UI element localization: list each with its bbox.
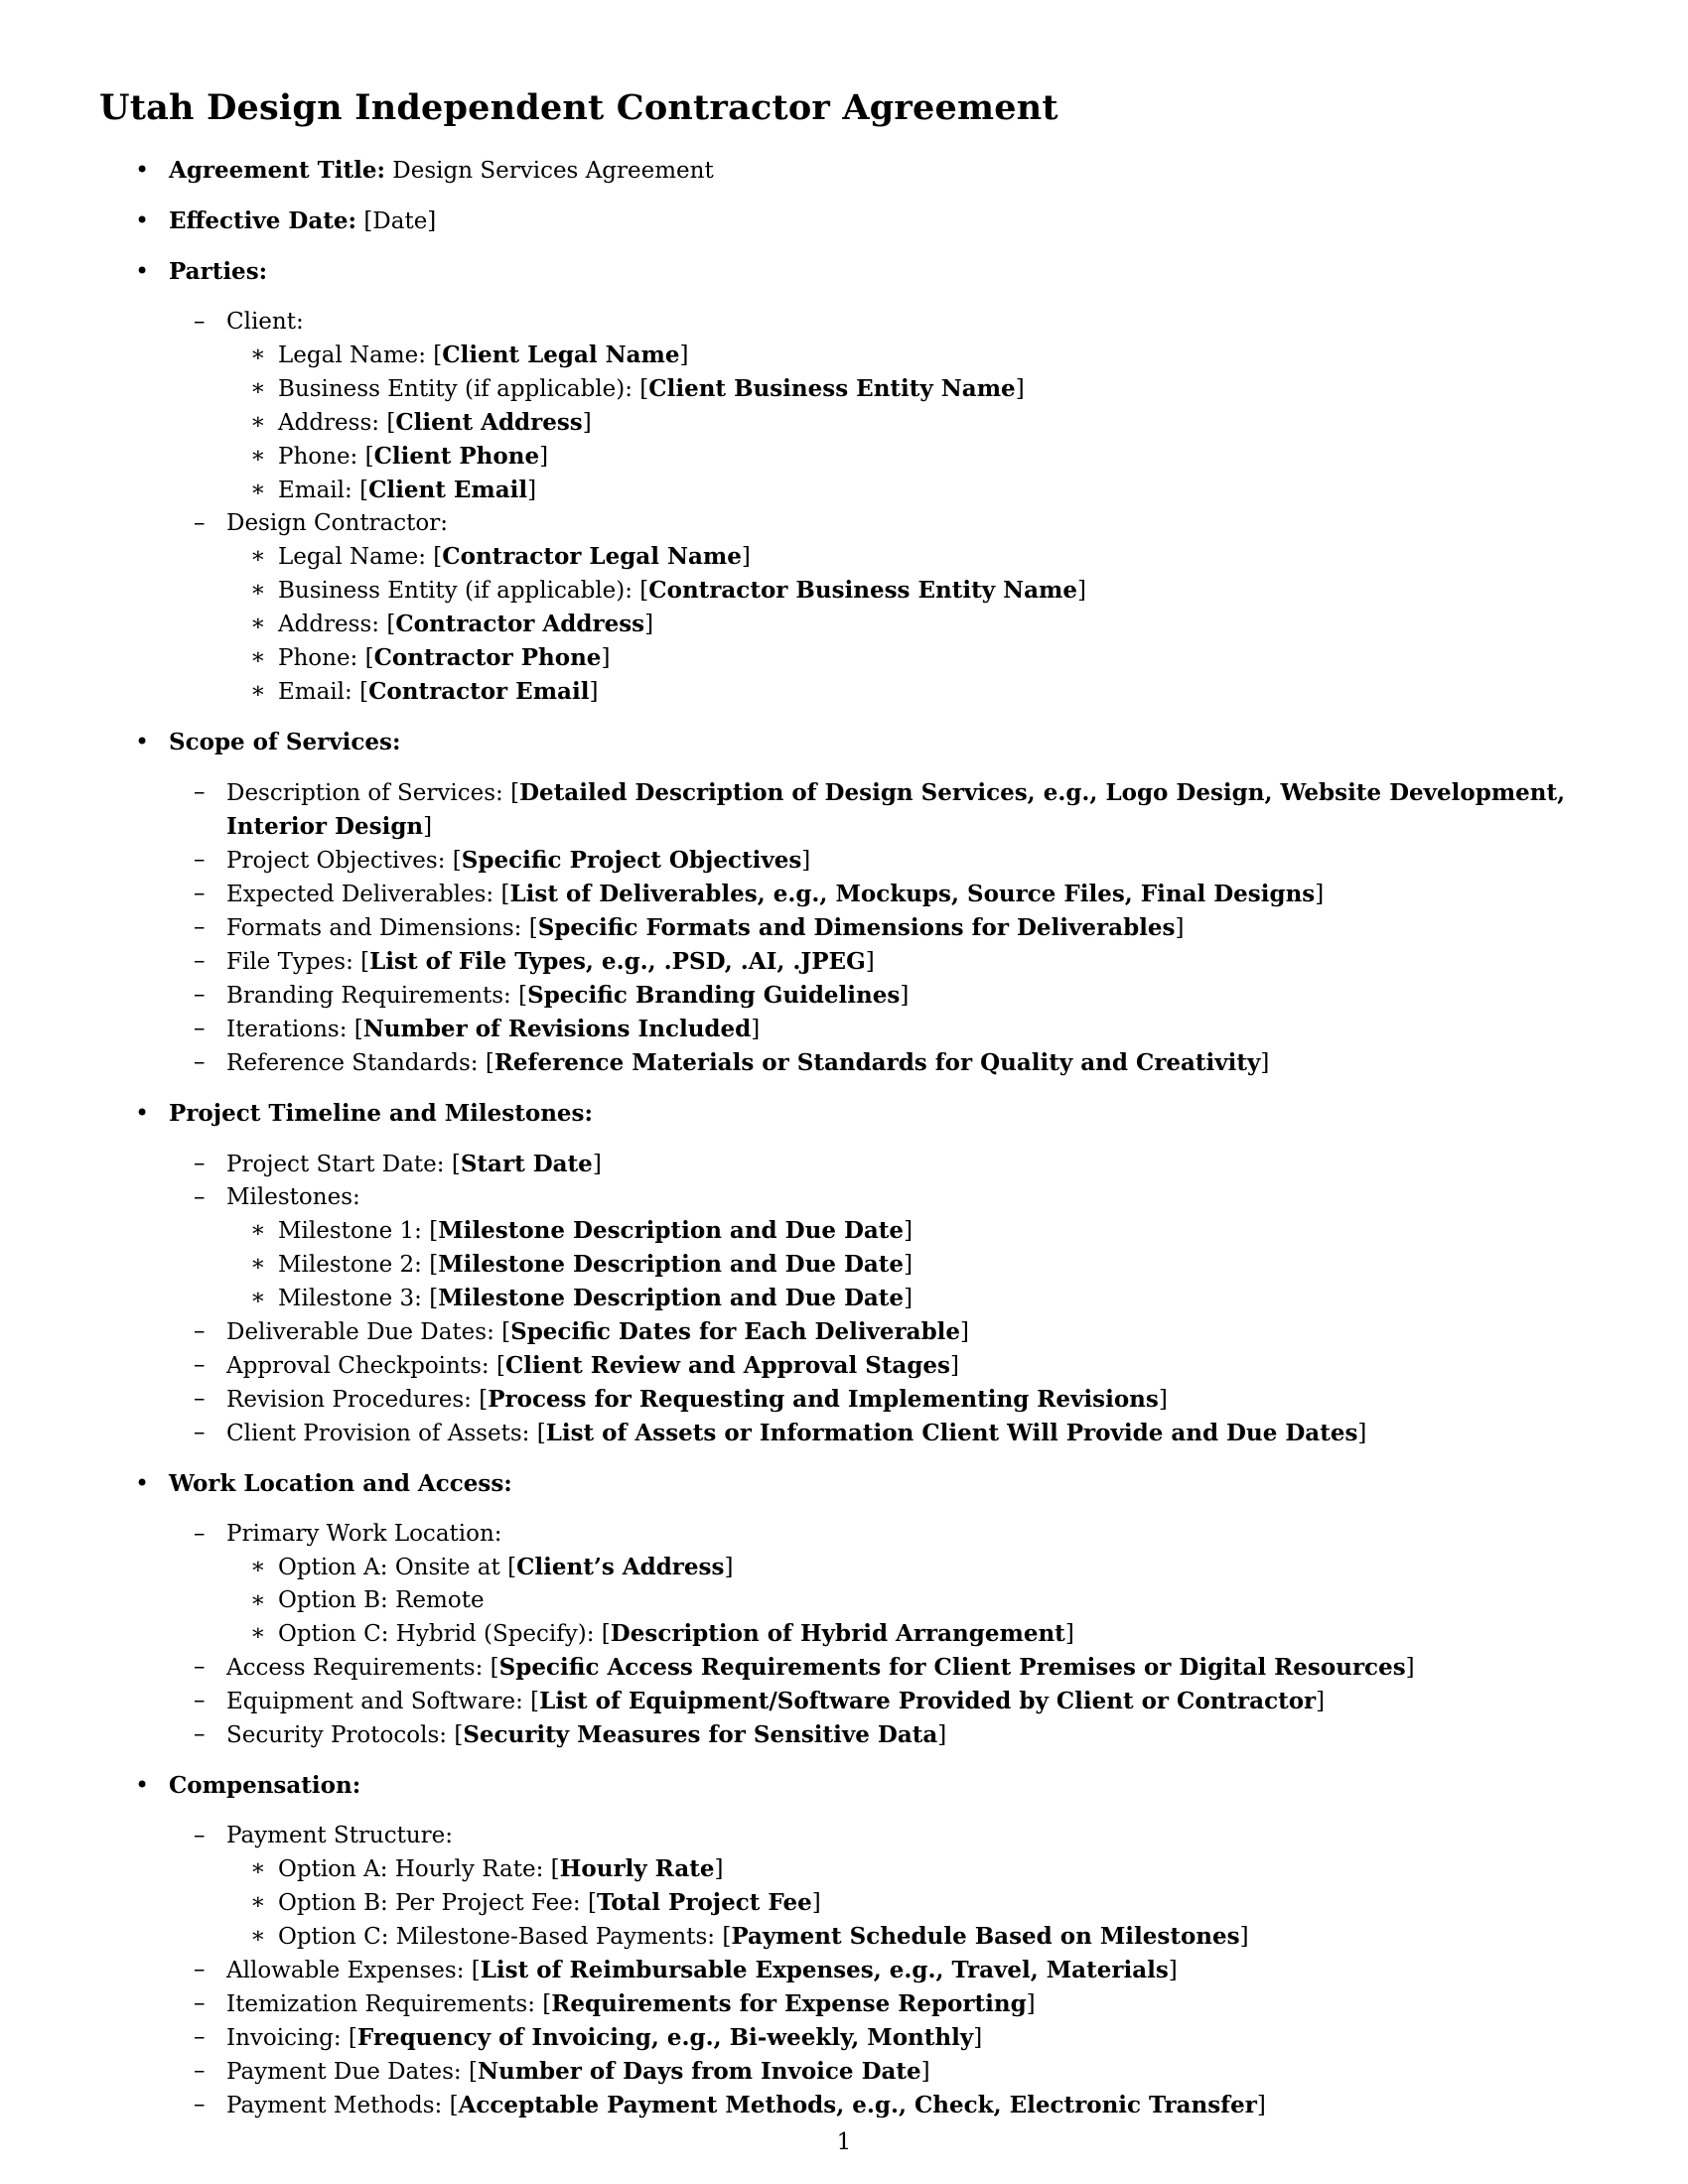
document-title: Utah Design Independent Contractor Agreement [99, 87, 1058, 128]
party-label: Design Contractor: [226, 510, 448, 536]
field-label: Agreement Title: [169, 157, 385, 184]
list-item: ∗ Address: [Client Address] [226, 406, 1589, 440]
list-item: ∗ Business Entity (if applicable): [Contractor Business Entity Name] [226, 574, 1589, 608]
list-item: – Payment Due Dates: [Number of Days from Invoice Date] [167, 2055, 1589, 2089]
contractor-party [167, 507, 1589, 709]
section-heading: Project Timeline and Milestones: [169, 1100, 593, 1127]
list-item: – Access Requirements: [Specific Access Requirements for Client Premises or Digital Resources] [167, 1651, 1589, 1685]
list-item: – Invoicing: [Frequency of Invoicing, e.g., Bi-weekly, Monthly] [167, 2021, 1589, 2055]
section-heading: Compensation: [169, 1772, 361, 1799]
agreement-title-item [99, 154, 1589, 188]
section-heading: Parties: [169, 258, 268, 285]
list-item: – Allowable Expenses: [List of Reimbursable Expenses, e.g., Travel, Materials] [167, 1954, 1589, 1987]
list-item: ∗ Option B: Remote [226, 1584, 1589, 1617]
list-item: – Equipment and Software: [List of Equipment/Software Provided by Client or Contractor] [167, 1685, 1589, 1718]
party-label: Client: [226, 309, 304, 335]
list-item: – File Types: [List of File Types, e.g., .PSD, .AI, .JPEG] [167, 945, 1589, 979]
list-item: ∗ Option A: Hourly Rate: [Hourly Rate] [226, 1852, 1589, 1886]
document-page [99, 60, 1589, 2139]
client-party [167, 306, 1589, 507]
list-item: – Formats and Dimensions: [Specific Formats and Dimensions for Deliverables] [167, 911, 1589, 945]
list-item: ∗ Legal Name: [Client Legal Name] [226, 339, 1589, 372]
timeline-section [99, 1097, 1589, 1450]
list-item: ∗ Phone: [Client Phone] [226, 440, 1589, 474]
list-item: ∗ Email: [Contractor Email] [226, 675, 1589, 709]
list-item: ∗ Option C: Hybrid (Specify): [Description of Hybrid Arrangement] [226, 1617, 1589, 1651]
scope-section [99, 726, 1589, 1080]
list-item: ∗ Legal Name: [Contractor Legal Name] [226, 540, 1589, 574]
list-item: – Payment Methods: [Acceptable Payment Methods, e.g., Check, Electronic Transfer] [167, 2089, 1589, 2122]
list-item: – Revision Procedures: [Process for Requesting and Implementing Revisions] [167, 1383, 1589, 1417]
parties-section [99, 255, 1589, 709]
agreement-sections [99, 154, 1589, 2122]
list-item: ∗ Milestone 2: [Milestone Description and Due Date] [226, 1248, 1589, 1282]
location-section [99, 1467, 1589, 1752]
list-item: – Deliverable Due Dates: [Specific Dates for Each Deliverable] [167, 1315, 1589, 1349]
section-heading: Work Location and Access: [169, 1470, 512, 1497]
list-item: ∗ Milestone 3: [Milestone Description and Due Date] [226, 1282, 1589, 1315]
list-item: – Itemization Requirements: [Requirements for Expense Reporting] [167, 1987, 1589, 2021]
list-item: ∗ Business Entity (if applicable): [Client Business Entity Name] [226, 372, 1589, 406]
list-item: – Reference Standards: [Reference Materials or Standards for Quality and Creativity] [167, 1046, 1589, 1080]
compensation-section [99, 1769, 1589, 2122]
payment-structure-item: – Payment Structure: ∗ Option A: Hourly Rate: [Hourly Rate] ∗ Option B: Per Project Fee: [Total Project Fee] ∗ Option C: Milestone-Based Payments: [Payment Schedule Based on Milestones] [167, 1820, 1589, 1954]
effective-date-item [99, 205, 1589, 238]
list-item: ∗ Address: [Contractor Address] [226, 608, 1589, 641]
primary-location-item: – Primary Work Location: ∗ Option A: Onsite at [Client’s Address] ∗ Option B: Remote ∗ Option C: Hybrid (Specify): [Description of Hybrid Arrangement] [167, 1518, 1589, 1651]
list-item: – Branding Requirements: [Specific Branding Guidelines] [167, 979, 1589, 1013]
list-item: – Project Start Date: [Start Date] [167, 1148, 1589, 1181]
field-value: [Date] [363, 208, 437, 234]
list-item: – Iterations: [Number of Revisions Included] [167, 1013, 1589, 1046]
list-item: – Description of Services: [Detailed Description of Design Services, e.g., Logo Design, Website Development, Interior Design] [167, 776, 1589, 844]
list-item: ∗ Email: [Client Email] [226, 474, 1589, 507]
section-heading: Scope of Services: [169, 729, 401, 755]
field-value: Design Services Agreement [392, 158, 714, 184]
list-item: ∗ Milestone 1: [Milestone Description and Due Date] [226, 1214, 1589, 1248]
list-item: ∗ Option C: Milestone-Based Payments: [Payment Schedule Based on Milestones] [226, 1920, 1589, 1954]
list-item: ∗ Phone: [Contractor Phone] [226, 641, 1589, 675]
milestones-item: – Milestones: ∗ Milestone 1: [Milestone Description and Due Date] ∗ Milestone 2: [Milestone Description and Due Date] ∗ Milestone 3: [Milestone Description and Due Date] [167, 1181, 1589, 1315]
page-number: 1 [836, 2129, 852, 2155]
list-item: – Project Objectives: [Specific Project Objectives] [167, 844, 1589, 878]
list-item: ∗ Option B: Per Project Fee: [Total Project Fee] [226, 1886, 1589, 1920]
list-item: ∗ Option A: Onsite at [Client’s Address] [226, 1551, 1589, 1584]
list-item: – Security Protocols: [Security Measures for Sensitive Data] [167, 1718, 1589, 1752]
list-item: – Expected Deliverables: [List of Deliverables, e.g., Mockups, Source Files, Final Designs] [167, 878, 1589, 911]
list-item: – Approval Checkpoints: [Client Review and Approval Stages] [167, 1349, 1589, 1383]
field-label: Effective Date: [169, 207, 357, 234]
list-item: – Client Provision of Assets: [List of Assets or Information Client Will Provide and Due Dates] [167, 1417, 1589, 1450]
